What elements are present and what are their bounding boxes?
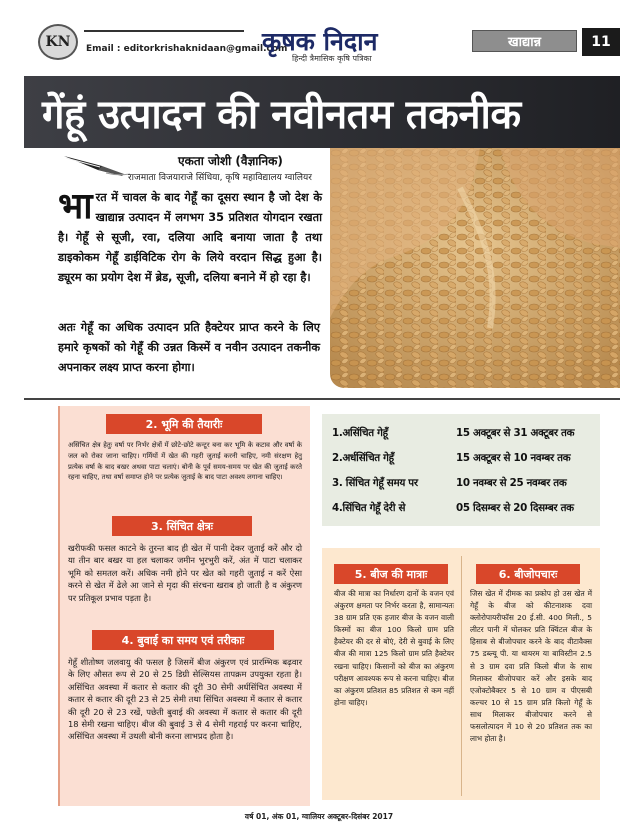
intro-text: रत में चावल के बाद गेहूँ का दूसरा स्थान है जो देश के खाद्यान्न उत्पादन में लगभग 35 प्रतिशत योगदान रखता है। गेहूँ से सूजी, रवा, दलिया आदि बनाया जाता है तथा डाइकोकम गेहूँ डाईविटिक रोग के लिये वरदान सिद्ध हुआ है। ड्यूरम का प्रयोग देश में ब्रेड, सूजी, दलिया बनाने में हो रहा है। [58, 191, 322, 284]
sowing-row [332, 501, 594, 515]
drop-cap: भा [58, 186, 93, 227]
text-land-preparation: असिंचित क्षेत्र हेतुः वर्षा पर निर्भर क्षेत्रों में छोटे-छोटे कन्टूर बना कर भूमि के कटाव और वर्षा के जल को रोका जाना चाहिए। गर्मियों में खेत की गहरी जुताई करनी चाहिए, नमी संरक्षण हेतु प्रत्येक वर्षा के बाद बखर अथवा पाटा चलाएं। बोनी के पूर्व समय-समय पर खेत की जुताई करते रहना चाहिए, तथा वर्षा समाप्त होने पर प्रत्येक जुताई के बाद पाटा अवश्य लगाना चाहिए। [68, 441, 302, 482]
sowing-label: 2.अर्धसिंचित गेहूँ [332, 452, 394, 464]
sowing-row [332, 476, 594, 490]
section-tag: खाद्यान्न [472, 30, 577, 52]
sowing-label: 4.सिंचित गेहूँ देरी से [332, 502, 406, 514]
sowing-row [332, 451, 594, 465]
page-number: 11 [582, 28, 620, 56]
sowing-label: 1.असिंचित गेहूँ [332, 427, 388, 439]
header-rule [84, 30, 244, 32]
intro-paragraph-continued: अतः गेहूँ का अधिक उत्पादन प्रति हैक्टेयर प्राप्त करने के लिए हमारे कृषकों को गेहूँ की उन्नत किस्में व नवीन उत्पादन तकनीक अपनाकर लक्ष्य प्राप्त करना होगा। [58, 321, 320, 374]
email-address: Email : editorkrishaknidaan@gmail.com [86, 44, 288, 54]
heading-irrigated-area: 3. सिंचित क्षेत्रः [112, 516, 252, 536]
article-title: गेंहूं उत्पादन की नवीनतम तकनीक [42, 91, 521, 138]
section-divider [24, 398, 620, 400]
sowing-date: 15 अक्टूबर से 10 नवम्बर तक [456, 452, 571, 464]
krishak-nidaan-logo: KN [38, 24, 78, 60]
tagline: हिन्दी त्रैमासिक कृषि पत्रिका [292, 54, 372, 63]
text-sowing-time: गेहूँ शीतोष्ण जलवायु की फसल है जिसमें बीज अंकुरण एवं प्रारम्भिक बढ़वार के लिए औसत रूप से 20 से 25 डिग्री सेल्सियस तापक्रम उपयुक्त रहता है। असिंचित अवस्था में कतार से कतार की दूरी 30 सेमी अर्धसिंचित अवस्था में कतार से कतार की दूरी 23 से 25 सेमी तथा सिंचित अवस्था में कतार से कतार की दूरी 20 से 23 रखें, पछेती बुवाई की अवस्था में कतार से कतार की दूरी 18 सेमी रखना चाहिए। बीज की बुवाई 3 से 4 सेमी गहराई पर करना चाहिए, असिंचित अवस्था में उथली बोनी करना लाभप्रद होता है। [68, 657, 302, 742]
sowing-date: 10 नवम्बर से 25 नवम्बर तक [456, 477, 567, 489]
sowing-row [332, 426, 594, 440]
author-name: एकता जोशी (वैज्ञानिक) [178, 154, 283, 168]
text-irrigated-area: खरीफकी फसल काटने के तुरन्त बाद ही खेत में पानी देकर जुताई करें और दो या तीन बार बखर या हल चलाकर जमीन भुरभुरी करें, अंत में पाटा चलाकर भूमि को समतल करें। अधिक नमी होने पर खेत को गहरी जुताई न करें ऐसा करने से खेत में ढेले आ जाने से मृदा की संरचना खराब हो जाती है व अंकुरण पर प्रतिकूल प्रभाव पड़ता है। [68, 543, 302, 603]
author-affiliation: राजमाता विजयाराजे सिंधिया, कृषि महाविद्यालय ग्वालियर [128, 173, 312, 183]
title-band [24, 76, 620, 148]
fountain-pen-icon [62, 152, 132, 178]
text-seed-treatment: जिस खेत में दीमक का प्रकोप हो उस खेत में गेहूँ के बीज को कीटनाशक दवा क्लोरोपायरीफॉस 20 ई.सी. 400 मिली., 5 लीटर पानी में घोलकर प्रति क्विंटल बीज के हिसाब से बीजोपचार करने के बाद वीटावैक्स 75 डब्ल्यू पी. या थायरम या बाविस्टीन 2.5 से 3 ग्राम दवा प्रति किलो बीज के साथ मिलाकर बीजोपचार करें और इसके बाद एजोक्टोबैक्टर 5 से 10 ग्राम व पीएसबी कल्चर 10 से 15 ग्राम प्रति किलो गेहूँ के साथ मिलाकर बीजोपचार करने से फसलोत्पादन में 10 से 20 प्रतिशत तक का लाभ होता है। [470, 589, 592, 744]
column-divider [461, 556, 462, 796]
wheat-grains-photo [330, 148, 620, 388]
sowing-date: 05 दिसम्बर से 20 दिसम्बर तक [456, 502, 574, 514]
heading-seed-rate: 5. बीज की मात्राः [334, 564, 448, 584]
page-header [24, 20, 620, 68]
heading-seed-treatment: 6. बीजोपचारः [476, 564, 580, 584]
sowing-date: 15 अक्टूबर से 31 अक्टूबर तक [456, 427, 575, 439]
heading-sowing-time: 4. बुवाई का समय एवं तरीकाः [92, 630, 274, 650]
intro-paragraph [58, 188, 322, 288]
heading-land-preparation: 2. भूमि की तैयारीः [106, 414, 262, 434]
page-footer: वर्ष 01, अंक 01, ग्वालियर अक्टूबर-दिसंबर 2017 [244, 812, 394, 821]
text-seed-rate: बीज की मात्रा का निर्धारण दानों के वजन एवं अंकुरण क्षमता पर निर्भर करता है, सामान्यतः 38 ग्राम प्रति एक हजार बीज के वजन वाली किस्मों का बीज 100 किलो ग्राम प्रति हैक्टेयर की दर से बोएं, देरी से बुवाई के लिए बीज की मात्रा 125 किलो ग्राम प्रति हैक्टेयर रखना चाहिए। किसानों को बीज का अंकुरण परीक्षण आवश्यक रूप से करना चाहिए। बीज का अंकुरण प्रतिशत 85 प्रतिशत से कम नहीं होना चाहिए। [334, 589, 454, 707]
sowing-label: 3. सिंचित गेहूँ समय पर [332, 477, 418, 489]
masthead: कृषक निदान [262, 27, 378, 56]
